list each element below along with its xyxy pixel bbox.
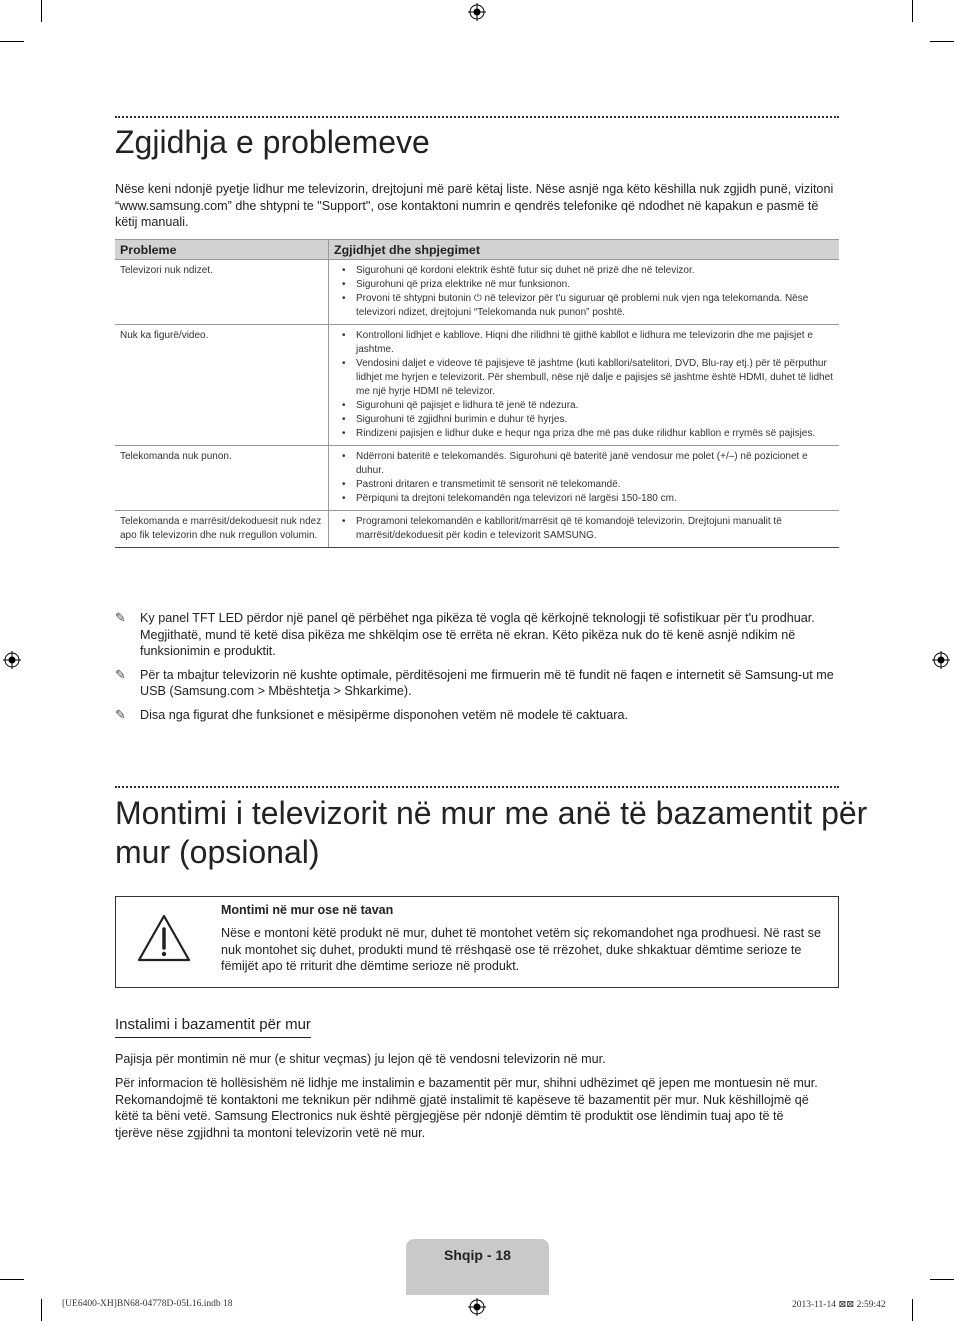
crop-mark <box>0 1279 24 1280</box>
problem-cell: Televizori nuk ndizet. <box>115 260 329 325</box>
crosshair-registration-icon <box>3 651 21 669</box>
problem-cell: Telekomanda nuk punon. <box>115 446 329 511</box>
notes-list <box>115 610 840 730</box>
crosshair-registration-icon <box>932 651 950 669</box>
table-row <box>115 511 839 548</box>
note-text: Disa nga figurat dhe funksionet e mësipërme disponohen vetëm në modele të caktuara. <box>140 707 628 722</box>
warning-text: Nëse e montoni këtë produkt në mur, duhet të montohet vetëm siç rekomandohet nga prodhuesi. Në rast se nuk montohet siç duhet, produkti mund të rrëshqasë ose të rrëzohet, duke shkaktuar dëmtime serioze te fëmijët apo të rriturit dhe dëmtime serioze në produkt. <box>221 926 821 973</box>
solution-item: • Pastroni dritaren e transmetimit të sensorit në telekomandë. <box>356 478 834 492</box>
solution-cell <box>329 260 840 325</box>
table-header-row <box>115 240 839 260</box>
solution-item: • Rindizeni pajisjen e lidhur duke e hequr nga priza dhe më pas duke rilidhur kabllon e rrymës së pajisjes. <box>356 427 834 441</box>
crop-mark <box>41 1299 42 1321</box>
section-divider <box>115 786 839 788</box>
solution-item: • Sigurohuni që kordoni elektrik është futur siç duhet në prizë dhe në televizor. <box>356 264 834 278</box>
solution-item: • Përpiquni ta drejtoni telekomandën nga televizori në largësi 150-180 cm. <box>356 492 834 506</box>
column-header-solution: Zgjidhjet dhe shpjegimet <box>329 240 840 260</box>
pencil-note-icon: ✎ <box>115 610 126 625</box>
note-item <box>115 610 840 660</box>
solution-cell <box>329 446 840 511</box>
problem-cell: Telekomanda e marrësit/dekoduesit nuk ndez apo fik televizorin dhe nuk rregullon volumin. <box>115 511 329 548</box>
body-paragraph: Pajisja për montimin në mur (e shitur veçmas) ju lejon që të vendosni televizorin në mur. <box>115 1052 606 1066</box>
solution-cell <box>329 511 840 548</box>
section-title-troubleshooting: Zgjidhja e problemeve <box>115 124 430 160</box>
crop-mark <box>0 41 24 42</box>
table-row <box>115 446 839 511</box>
body-paragraph: Për informacion të hollësishëm në lidhje me instalimin e bazamentit për mur, shihni udhëzimet që jepen me montuesin në mur. Rekomandojmë të kontaktoni me teknikun për ndihmë gjatë instalimit të kapëseve të bazamentit për mur. Nuk këshillojmë që këtë ta bëni vetë. Samsung Electronics nuk është përgjegjëse për ndonjë dëmtim të produktit ose lëndimin tuaj apo të të tjerëve nëse zgjidhni ta montoni televizorin vetë në mur. <box>115 1076 818 1140</box>
crop-mark <box>41 0 42 22</box>
note-text: Për ta mbajtur televizorin në kushte optimale, përditësojeni me firmuerin më të fundit në faqen e internetit së Samsung-ut me USB (Samsung.com > Mbështetja > Shkarkime). <box>140 667 834 698</box>
crosshair-registration-icon <box>468 3 486 21</box>
troubleshooting-table <box>115 239 839 548</box>
subheading-wall-bracket: Instalimi i bazamentit për mur <box>115 1016 311 1038</box>
solution-item: • Provoni të shtypni butonin ⏻ në televizor për t'u siguruar që problemi nuk vjen nga telekomanda. Nëse televizori ndizet, drejtojuni “Telekomanda nuk punon” poshtë. <box>356 292 834 320</box>
crop-mark <box>912 0 913 22</box>
note-item <box>115 707 840 724</box>
file-info: [UE6400-XH]BN68-04778D-05L16.indb 18 <box>62 1299 233 1309</box>
title-line: mur (opsional) <box>115 834 320 870</box>
solution-item: • Vendosini daljet e videove të pajisjeve të jashtme (kuti kabllori/satelitori, DVD, Blu-ray etj.) për të përputhur lidhjet me hyrjen e televizorit. Për shembull, nëse një dalje e pajisjes së jashtme është HDMI, duhet të lidhet me një hyrje HDMI në televizor. <box>356 357 834 399</box>
pencil-note-icon: ✎ <box>115 706 126 722</box>
print-timestamp: 2013-11-14 ⊠⊠ 2:59:42 <box>792 1300 886 1310</box>
solution-item: • Sigurohuni që pajisjet e lidhura të jenë të ndezura. <box>356 399 834 413</box>
table-row <box>115 260 839 325</box>
solution-item: • Programoni telekomandën e kabllorit/marrësit që të komandojë televizorin. Drejtojuni manualit të marrësit/dekoduesit për kodin e televizorit SAMSUNG. <box>356 515 834 543</box>
problem-cell: Nuk ka figurë/video. <box>115 325 329 446</box>
title-line: Montimi i televizorit në mur me anë të bazamentit për <box>115 795 868 831</box>
warning-triangle-icon <box>136 912 192 964</box>
intro-paragraph: Nëse keni ndonjë pyetje lidhur me televizorin, drejtojuni më parë këtaj liste. Nëse asnjë nga këto këshilla nuk zgjidh punë, vizitoni “www.samsung.com” dhe shtypni te "Support", ose kontaktoni numrin e qendrës telefonike që ndodhet në kapakun e pasmë të këtij manuali. <box>115 182 834 229</box>
crop-mark <box>912 1299 913 1321</box>
solution-cell <box>329 325 840 446</box>
pencil-note-icon: ✎ <box>115 666 126 682</box>
column-header-problem: Probleme <box>115 240 329 260</box>
note-item <box>115 667 840 700</box>
solution-item: • Sigurohuni të zgjidhni burimin e duhur të hyrjes. <box>356 413 834 427</box>
crosshair-registration-icon <box>468 1298 486 1316</box>
note-text: Ky panel TFT LED përdor një panel që përbëhet nga pikëza të vogla që kërkojnë teknologji të sofistikuar për t'u prodhuar. Megjithatë, mund të ketë disa pikëza me shkëlqim ose të errëta në ekran. Këto pikëza nuk do të kenë asnjë ndikim në funksionimin e produktit. <box>140 611 815 658</box>
solution-item: • Ndërroni bateritë e telekomandës. Sigurohuni që bateritë janë vendosur me polet (+/–) në pozicionet e duhur. <box>356 450 834 478</box>
table-row <box>115 325 839 446</box>
section-divider <box>115 116 839 118</box>
warning-box <box>115 896 839 988</box>
page-number: Shqip - 18 <box>444 1247 511 1263</box>
crop-mark <box>930 1279 954 1280</box>
solution-item: • Kontrolloni lidhjet e kabllove. Hiqni dhe rilidhni të gjithë kabllot e lidhura me televizorin dhe me pajisjet e jashtme. <box>356 329 834 357</box>
solution-item: • Sigurohuni që priza elektrike në mur funksionon. <box>356 278 834 292</box>
section-title-wall-mount <box>115 794 867 872</box>
warning-title: Montimi në mur ose në tavan <box>221 903 394 917</box>
page-number-badge <box>406 1239 549 1295</box>
crop-mark <box>930 41 954 42</box>
